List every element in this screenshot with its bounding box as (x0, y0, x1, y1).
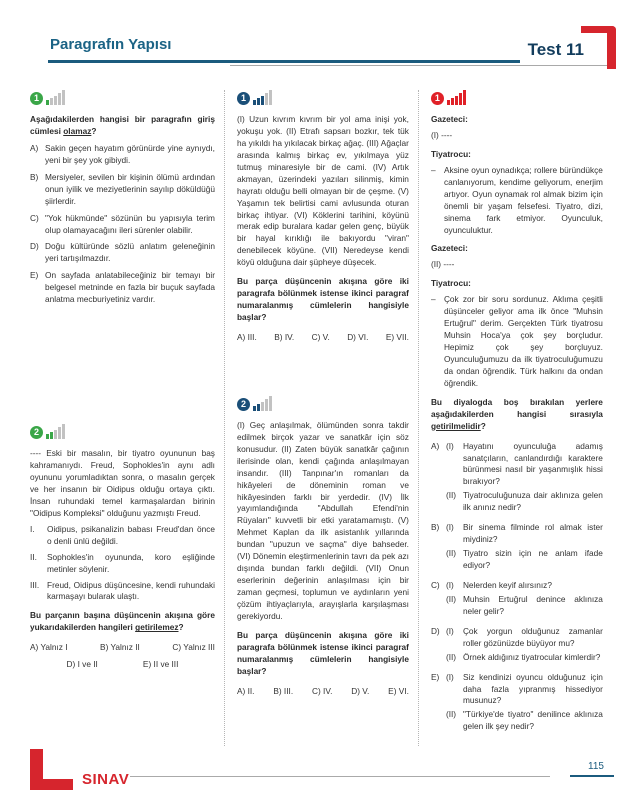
question-stem: Bu diyalogda boş bırakılan yerlere aşağıdakilerden hangisi sırasıyla getirilmelidir? (430, 396, 603, 431)
page-number-rule (570, 775, 614, 777)
question-columns (30, 90, 612, 746)
dash-marker: – (430, 164, 436, 175)
dialog-speaker: Tiyatrocu: (430, 148, 471, 159)
question-number-badge: 1 (30, 92, 43, 105)
corner-bracket-icon (581, 26, 616, 69)
question-block-2 (30, 424, 215, 671)
answer-options-row (237, 686, 409, 698)
option-a: A) Sakin geçen hayatım görünürde yine aynıydı, yeni bir şey yok gibiydi. (30, 142, 215, 165)
question-block-2 (237, 396, 409, 698)
question-passage: (I) Geç anlaşılmak, ölümünden sonra takdir edilmek birçok yazar ve sanatkâr için söz konusudur. (II) Zaten büyük sanatkâr çağının ilerisinde olan, kendi çağında anlaşılmayan insandır. (III) Tanpınar'ın romanları da hikâyeleri de döneminin roman ve hikâyesinden farklı bir yerdedir. (IV) İlk yayımlandığında "Abdullah Efendi'nin Rüyaları" kuvvetli bir etki yaratamamıştı. (V) Mehmet Kaplan da ilk asistanlık yıllarında bundan "upuzun ve saçma" diye bahseder. (VI) Dönemin eleştirmenlerinin tavrı da pek azı dışında bundan farklı değildi. (VII) Onun eserlerinin değerinin anlaşılması için bir zaman geçmesi, toplumun ve aydınların yeni çözüm ihtiyaçlarıyla, arayışlarla karşılaşması gerekiyordu. (236, 419, 409, 621)
option-c: C) (I) Nelerden keyif alırsınız? (II) Muhsin Ertuğrul denince aklınıza neler gelir? (430, 579, 603, 616)
page-title: Paragrafın Yapısı (50, 36, 172, 53)
header-rule-blue (48, 60, 520, 63)
publisher-brand: SINAV (82, 771, 130, 788)
signal-bars-icon (446, 90, 466, 105)
option-b: B) Yalnız II (100, 642, 140, 653)
option-e: E) VI. (388, 685, 409, 696)
option-b: B) (I) Bir sinema filminde rol almak ister miydiniz? (II) Tiyatro sizin için ne anlam ifade ediyor? (430, 522, 603, 570)
column-2 (224, 90, 418, 746)
question-intro-paragraph: ---- Eski bir masalın, bir tiyatro oyununun baş kahramanıydı. Freud, Sophokles'in aynı adlı oyununu yorumladıktan sonra, o masalın gerçek ve her insanın bir Oidipus olduğu ortaya çıktı. İnsan ruhundaki temel karmaşalardan birinin "Oidipus Kompleksi" olduğunu yazmıştı Freud. (30, 448, 215, 518)
page-number: 115 (588, 761, 604, 772)
option-a: A) II. (236, 685, 255, 696)
answer-options-row (237, 332, 409, 344)
answer-options-row (30, 642, 215, 654)
option-c: C) V. (311, 331, 330, 342)
question-stem: Bu parça düşüncenin akışına göre iki paragrafa bölünmek istense ikinci paragraf numaralanmış cümlelerin hangisiyle başlar? (236, 276, 409, 322)
question-stem: Bu parça düşüncenin akışına göre iki paragrafa bölünmek istense ikinci paragraf numaralanmış cümlelerin hangisiyle başlar? (236, 629, 409, 676)
option-d: D) V. (351, 685, 370, 696)
question-number-icon (237, 396, 409, 411)
dialog-reply: – Çok zor bir soru sordunuz. Aklıma çeşitli düşünceler geliyor ama ilk önce "Muhsin Ertuğrul" derim. Gerçekten Türk tiyatrosu Muhsin Hoca'ya çok şey borçludur. Hepimiz çok şey borçluyuz. Oyunculuğumuzu da ilk tiyatroculuğumuzu da ondan öğrendik. Türk halkını da ondan öğrendik. (430, 294, 603, 388)
numbered-item-2: II. Sophokles'in oyununda, koro eşliğinde metinler söylenir. (30, 551, 215, 574)
test-number-label: Test 11 (527, 40, 584, 59)
dialog-blank: (I) ---- (430, 129, 453, 140)
option-d: D) (I) Çok yorgun olduğunuz zamanlar roller gözünüzde büyüyor mu? (II) Örnek aldığınız tiyatrocular kimlerdir? (430, 625, 603, 662)
option-c: C) Yalnız III (172, 642, 215, 653)
option-c: C) IV. (311, 685, 333, 696)
publisher-logo-icon (30, 749, 73, 790)
question-number-icon (237, 90, 409, 105)
signal-bars-icon (45, 90, 65, 105)
column-3 (418, 90, 612, 746)
option-e: E) On sayfada anlatabileceğiniz bir temayı bir belgesel metninde en fazla bir buçuk sayfada anlatma mecburiyetiniz vardır. (30, 270, 215, 305)
option-b: B) IV. (274, 331, 295, 342)
dialog-blank: (II) ---- (430, 259, 455, 270)
question-number-badge: 1 (237, 92, 250, 105)
dialog-reply: – Aksine oyun oynadıkça; rollere büründükçe canlanıyorum, kendime geliyorum, enerjim artıyor. Oyun oynamak rol almak bizim için önemli bir yaşam felsefesi. Tiyatro, dizi, sinema fark etmiyor. Oyunculuk, oyunculuktur. (430, 164, 603, 235)
question-number-icon (30, 424, 215, 439)
option-c: C) "Yok hükmünde" sözünün bu yapısıyla terim olup olamayacağını ileri sürenler olabilir. (30, 212, 215, 235)
signal-bars-icon (252, 90, 272, 105)
question-passage: (I) Uzun kıvrım kıvrım bir yol ama inişi yok, yokuşu yok. (II) Etrafı sapsarı bozkır, tek tük ha yıkıldı ha yıkılacak birkaç ağaç. (III) Ağaçlar arasında kalmış birkaç ev, yıkılmaya yüz tutmuş minaresiyle bir de cami. (IV) Artık akmayan, üzerindeki yazıları silinmiş, kimin hayratı olduğu belli olmayan bir de çeşme. (V) Yaşamın tek belirtisi cami avlusunda oturan birkaç ihtiyar. (VI) Köklerini tarihini, köyünü merak edip buralara kadar gelen genç, büyük bir hayal kırıklığı ile bakıyordu "viran" denebilecek köyüne. (VII) Neredeyse kendi köyü olduğuna dair şüpheye düşecek. (236, 114, 409, 268)
dialog-speaker: Tiyatrocu: (430, 278, 471, 289)
option-b: B) Mersiyeler, sevilen bir kişinin ölümü ardından onun iyilik ve meziyetlerinin sayılıp döküldüğü şiirlerdir. (30, 171, 215, 206)
question-block-1 (431, 90, 603, 733)
option-d: D) VI. (347, 331, 369, 342)
option-a: A) Yalnız I (30, 642, 68, 653)
question-number-badge: 1 (431, 92, 444, 105)
answer-options-row (30, 659, 215, 671)
option-e: E) (I) Siz kendinizi oyuncu olduğunuz için daha fazla yıpranmış hissediyor musunuz? (II) "Türkiye'de tiyatro" denilince aklınıza gelen ilk şey nedir? (430, 671, 603, 732)
header-rule-gray (230, 65, 610, 66)
question-number-badge: 2 (30, 426, 43, 439)
option-e: E) II ve III (142, 659, 179, 670)
page-header (50, 26, 616, 72)
option-e: E) VII. (385, 331, 409, 342)
dialog-speaker: Gazeteci: (430, 114, 468, 124)
numbered-item-3: III. Freud, Oidipus düşüncesine, kendi ruhundaki karmaşayı bularak ulaştı. (30, 579, 215, 602)
option-b: B) III. (273, 685, 294, 696)
option-a: A) (I) Hayatını oyunculuğa adamış sanatçıların, canlandırdığı karaktere bürünmesi nasıl bir yaşanmışlık hissi bırakıyor? (II) Tiyatroculuğunuza dair aklınıza gelen ilk anınız nedir? (430, 440, 603, 513)
column-1 (30, 90, 224, 746)
question-number-icon (431, 90, 603, 105)
question-block-1 (237, 90, 409, 344)
question-block-1 (30, 90, 215, 306)
question-stem: Aşağıdakilerden hangisi bir paragrafın giriş cümlesi olamaz? (30, 114, 215, 136)
option-d: D) Doğu kültüründe sözlü anlatım geleneğinin yeri tartışılmazdır. (30, 241, 215, 264)
signal-bars-icon (252, 396, 272, 411)
option-d: D) I ve II (66, 659, 98, 670)
question-number-icon (30, 90, 215, 105)
signal-bars-icon (45, 424, 65, 439)
option-a: A) III. (236, 331, 257, 342)
dash-marker: – (430, 294, 436, 305)
question-number-badge: 2 (237, 398, 250, 411)
dialog-speaker: Gazeteci: (430, 243, 468, 254)
footer-rule (130, 776, 550, 777)
question-stem: Bu parçanın başına düşüncenin akışına göre yukarıdakilerden hangileri getirilemez? (30, 610, 215, 633)
page-footer (0, 738, 638, 808)
numbered-item-1: I. Oidipus, psikanalizin babası Freud'dan önce o denli ünlü değildi. (30, 523, 215, 546)
